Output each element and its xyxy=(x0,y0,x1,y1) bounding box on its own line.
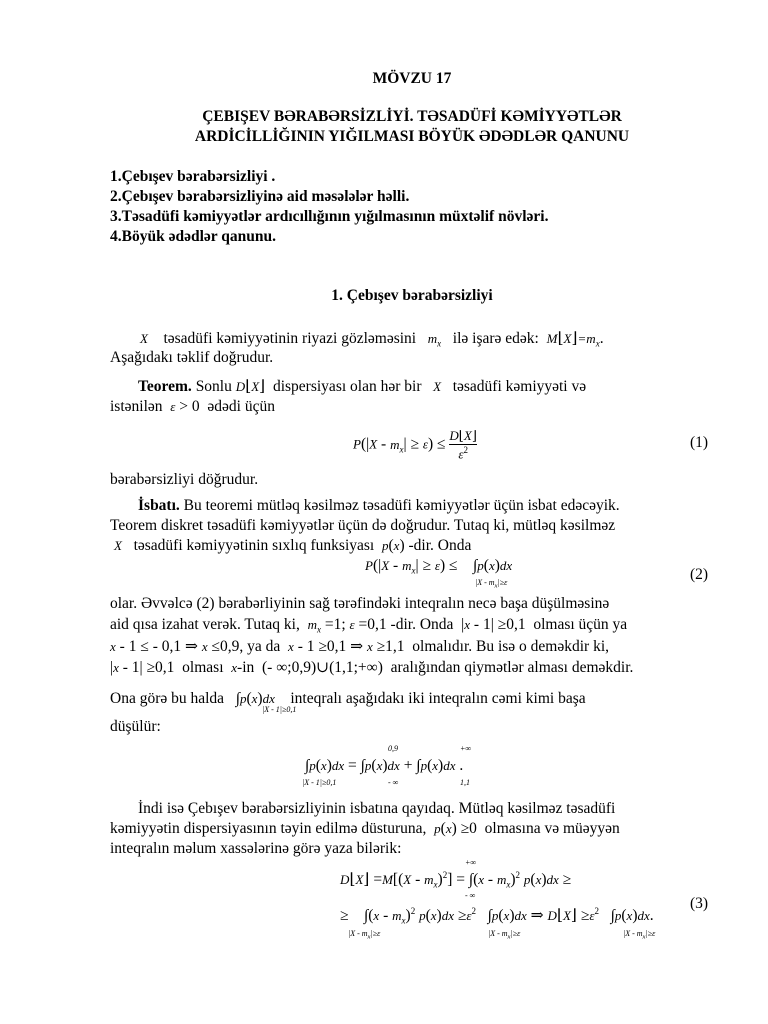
equation-1: $P(|X - m_x| \ge \varepsilon)$ ≤ $\frac{D⌊X⌋}{\varepsilon^2}$ xyxy=(353,428,477,462)
p1-line2: Aşağıdakı tәklif doğrudur. xyxy=(110,349,274,366)
equation-3-line2: ≥ $\int(x - m_x)^2$ $p(x)dx \ge\varepsilon^2$ ∫p(x)dx ⇒ D⌊X⌋ $\ge\varepsilon^2$ ∫p(x)dx. xyxy=(340,906,654,926)
upper-limit-inf: +∞ xyxy=(460,744,472,753)
equation-1-number: (1) xyxy=(690,434,709,451)
p5-line2: aid qısa izahat verәk. Tutaq ki, $m_x =1$; ε =0,1 -dir. Onda |x - 1| ≥0,1 olması üçün ya xyxy=(110,616,628,635)
outline-item-4: 4.Böyük ədədlər qanunu. xyxy=(110,228,276,245)
eq3-limit-a: $|X - m_x|\ge\varepsilon$ xyxy=(348,929,381,941)
outline-item-1: 1.Çebışev bərabərsizliyi . xyxy=(110,168,276,185)
equation-3-line1: D⌊X⌋ $=M[(X - m_x)^2] = \int(x - m_x)^2$ p(x)dx ≥ xyxy=(340,870,572,890)
proof-line1: İsbatı. Bu teoremi mütlәq kәsilmәz tәsadüfi kәmiyyәtlәr üçün isbat edәcәyik. xyxy=(138,497,620,514)
p6-line1: İndi isә Çebışev bәrabәrsizliyinin isbatına qayıdaq. Mütlәq kәsilmәz tәsadüfi xyxy=(138,800,616,817)
p6-line3: inteqralın mәlum xassәlәrinә görә yaza bilәrik: xyxy=(110,840,402,857)
lower-limit-11: 1,1 xyxy=(460,778,470,787)
title-line-2: ARDİCİLLİĞININ YIĞILMASI BÖYÜK ƏDƏDLƏR QANUNU xyxy=(194,128,630,145)
outline-item-2: 2.Çebışev bərabərsizliyinə aid məsələlər həlli. xyxy=(110,188,410,205)
title-line-1: ÇEBIŞEV BƏRABƏRSİZLİYİ. TƏSADÜFİ KƏMİYYƏTLƏR xyxy=(202,108,622,125)
lower-limit-neg-inf: - ∞ xyxy=(388,778,399,787)
p3: bәrabәrsizliyi döğrudur. xyxy=(110,471,259,488)
p5-line6: düşülür: xyxy=(110,718,161,735)
p5-line4: |x - 1| ≥0,1 olması x-in (- ∞;0,9)∪(1,1;+∞) aralığından qiymәtlәr alması demәkdir. xyxy=(110,659,634,676)
equation-2-number: (2) xyxy=(690,566,709,583)
equation-2: $P(|X - m_x| \ge \varepsilon)$ ≤ ∫p(x)dx xyxy=(365,557,513,576)
topic-heading: MÖVZU 17 xyxy=(372,70,452,87)
eq3-lower-limit: - ∞ xyxy=(465,891,476,900)
p5-line3: x - 1 ≤ - 0,1 ⇒ x ≤0,9, ya da x - 1 ≥0,1 ⇒ x ≥1,1 olmalıdır. Bu isә o demәkdir ki, xyxy=(110,638,610,655)
eq3-upper-limit: +∞ xyxy=(465,858,477,867)
outline-item-3: 3.Təsadüfi kəmiyyətlər ardıcıllığının yığılmasının müxtəlif növləri. xyxy=(110,208,549,225)
upper-limit-09: 0,9 xyxy=(388,744,398,753)
eq3-limit-c: $|X - m_x|\ge\varepsilon$ xyxy=(623,929,656,941)
p1-line1: X tәsadüfi kәmiyyәtinin riyazi gözlәmәsini $m_x$ ilә işarә edәk: $M⌊X⌋=m_x$. xyxy=(140,330,604,349)
p5-line5: Ona görә bu halda ∫p(x)dx inteqralı aşağıdakı iki inteqralın cәmi kimi başa xyxy=(110,690,586,707)
proof-line3: X tәsadüfi kәmiyyәtinin sıxlıq funksiyası p(x) -dir. Onda xyxy=(114,537,472,554)
equation-split: ∫p(x)dx = ∫p(x)dx + ∫p(x)dx . xyxy=(305,757,464,774)
integral-limit-a: |X - 1|≥0,1 xyxy=(262,705,297,714)
equation-3-number: (3) xyxy=(690,895,709,912)
p2-line1: Teorem. Sonlu D⌊X⌋ dispersiyası olan hәr bir X tәsadüfi kәmiyyәti vә xyxy=(138,378,587,395)
proof-line2: Teorem diskret tәsadüfi kәmiyyәtlәr üçün dә doğrudur. Tutaq ki, mütlәq kәsilmәz xyxy=(110,517,616,534)
p5-line1: olar. Әvvәlcә (2) bәrabәrliyinin sağ tәrәfindәki inteqralın necә başa düşülmәsinә xyxy=(110,595,610,612)
p6-line2: kәmiyyәtin dispersiyasının tәyin edilmә düsturuna, p(x) ≥0 olmasına vә müәyyәn xyxy=(110,820,620,837)
eq3-limit-b: $|X - m_x|\ge\varepsilon$ xyxy=(488,929,521,941)
p2-line2: istәnilәn ε > 0 әdәdi üçün xyxy=(110,398,275,415)
equation-2-limit: $|X - m_x|\ge\varepsilon$ xyxy=(475,578,508,590)
lower-limit-a: |X - 1|≥0,1 xyxy=(302,778,337,787)
section-heading: 1. Çebışev bərabərsizliyi xyxy=(331,287,493,304)
